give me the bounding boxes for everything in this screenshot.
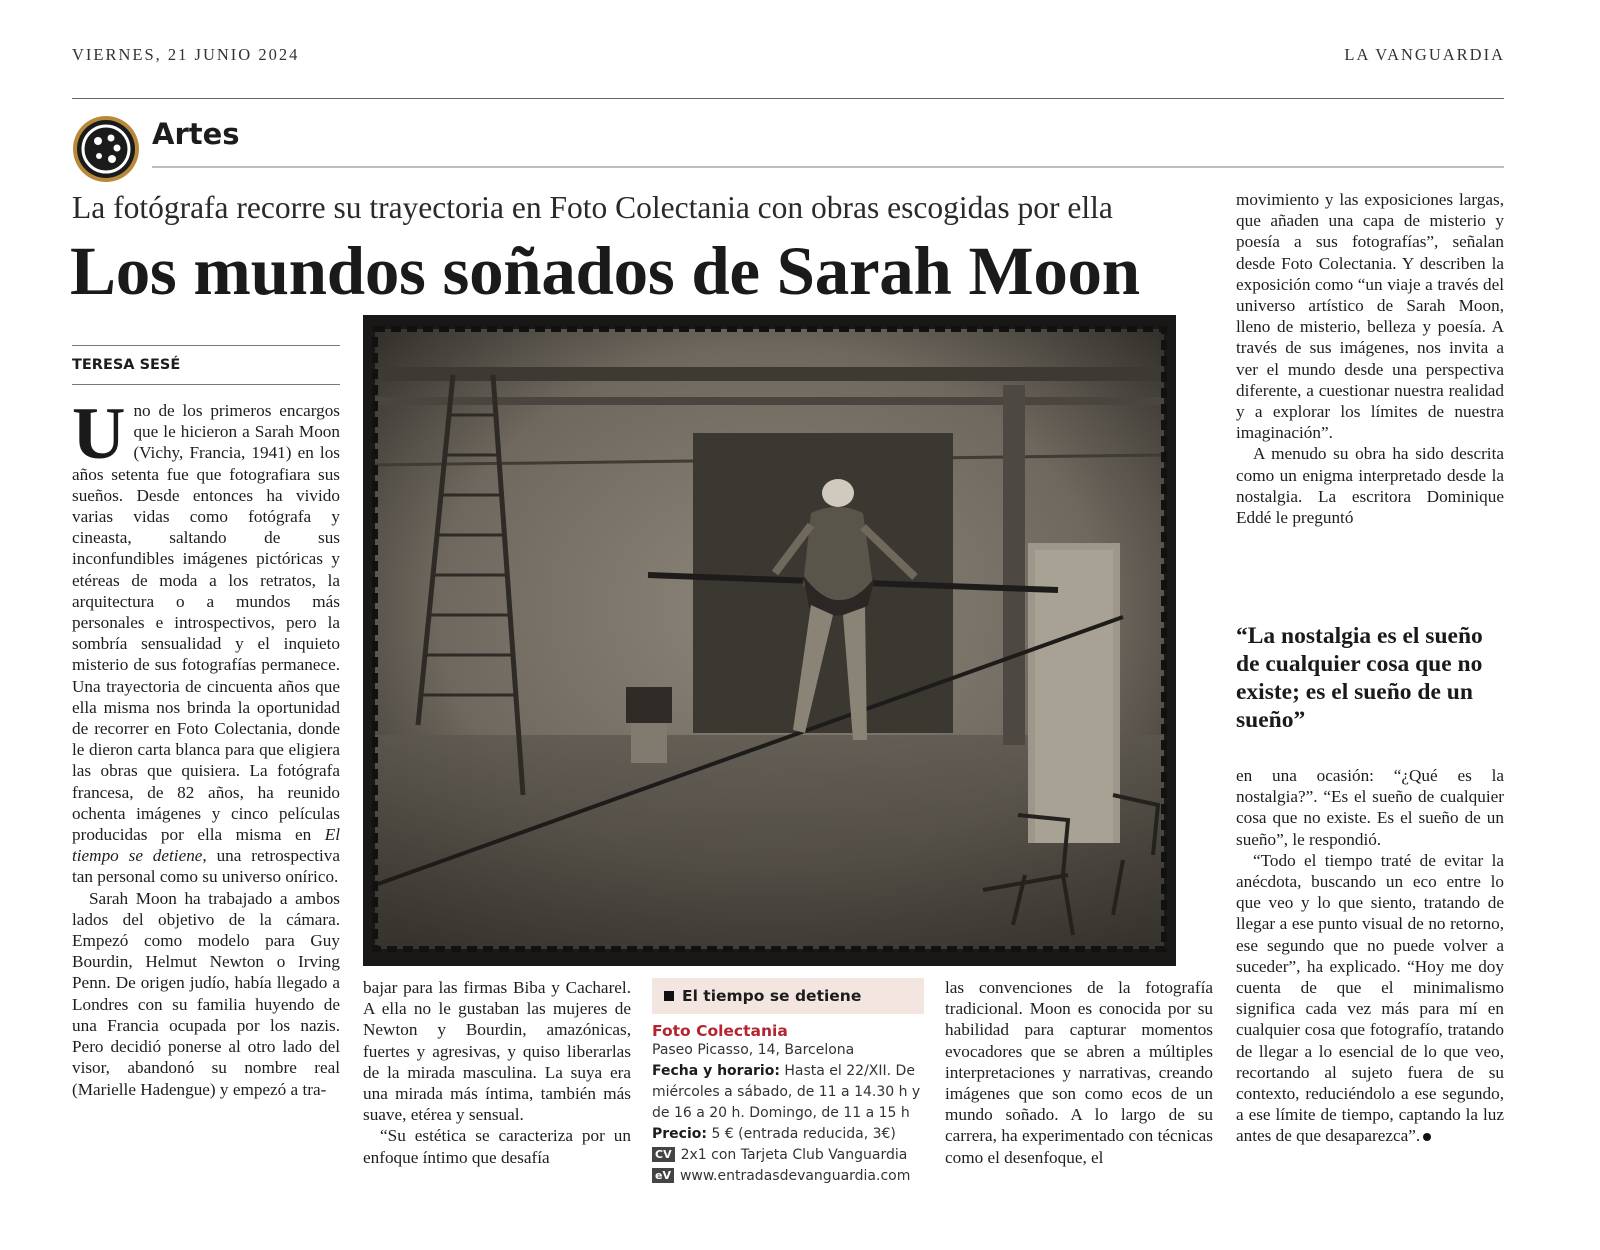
palette-icon	[72, 115, 140, 183]
paragraph-6: movimiento y las exposiciones largas, que añaden una capa de misterio y poesía a sus fotografías”, señalan desde Foto Colectania. Y describen la exposición como “un viaje a través del universo artístico de Sarah Moon, lleno de misterio, belleza y poesía. A través de sus imágenes, nos invita a ver el mundo desde una perspectiva diferente, a cuestionar nuestra realidad y a explorar los límites de nuestra imaginación”.	[1236, 190, 1504, 443]
paragraph-8: en una ocasión: “¿Qué es la nostalgia?”. “Es el sueño de cualquier cosa que no existe. Es el sueño de un sueño”, le respondió.	[1236, 766, 1504, 849]
price	[652, 1124, 924, 1145]
venue-address: Paseo Picasso, 14, Barcelona	[652, 1042, 855, 1058]
paragraph-9: “Todo el tiempo traté de evitar la anécdota, buscando un eco entre lo que veo y lo que siento, tratando de llegar a ese punto visual de no retorno, ese segundo que no puede volver a suceder”, ha explicado. “Hoy me doy cuenta de que el minimalismo significa cada vez más para mí en cualquier cosa que fotografío, tratando de llegar a lo esencial de lo que veo, recortando al sujeto fuera de su contexto, reduciéndolo a ese segundo, a ese límite de tiempo, captando la luz antes de que desaparezca”.	[1236, 850, 1504, 1146]
byline: TERESA SESÉ	[72, 357, 181, 373]
info-box-header	[652, 978, 924, 1014]
paragraph-5: las convenciones de la fotografía tradicional. Moon es conocida por su habilidad para capturar momentos evocadores que se abren a múltiples interpretaciones y narrativas, creando imágenes que son como ecos de un mundo soñado. A lo largo de su carrera, ha experimentado con técnicas como el desenfoque, el	[945, 978, 1213, 1167]
ticket-site-link[interactable]: www.entradasdevanguardia.com	[679, 1168, 911, 1184]
club-offer-text: 2x1 con Tarjeta Club Vanguardia	[680, 1147, 908, 1163]
newspaper-name: LA VANGUARDIA	[1344, 45, 1505, 64]
byline-divider-top	[72, 345, 340, 346]
paragraph-2: Sarah Moon ha trabajado a ambos lados del objetivo de la cámara. Empezó como modelo para Guy Bourdin, Helmut Newton o Irving Penn. De origen judío, había llegado a Londres con su familia huyendo de una Francia ocupada por los nazis. Pero decidió ponerse al otro lado del visor, abandonó su nombre real (Marielle Hadengue) y empezó a tra-	[72, 888, 340, 1099]
info-box-title: El tiempo se detiene	[682, 987, 862, 1005]
article-photo[interactable]	[363, 315, 1176, 966]
article-column-4	[1236, 189, 1504, 528]
square-bullet-icon	[664, 991, 674, 1001]
paragraph-7: A menudo su obra ha sido descrita como un enigma interpretado desde la nostalgia. La escritora Dominique Eddé le preguntó	[1236, 444, 1504, 528]
paragraph-4: “Su estética se caracteriza por un enfoque íntimo que desafía	[363, 1126, 631, 1167]
club-offer	[652, 1145, 924, 1166]
dates-value: Hasta el 22/XII. De miércoles a sábado, de 11 a 14.30 h y de 16 a 20 h. Domingo, de 11 a 15 h	[652, 1063, 921, 1121]
byline-divider-bottom	[72, 384, 340, 385]
paragraph-3: bajar para las firmas Biba y Cacharel. A ella no le gustaban las mujeres de Newton y Bourdin, amazónicas, fuertes y agresivas, y quiso liberarlas de la mirada masculina. La suya era una mirada más íntima, también más suave, etérea y sensual.	[363, 978, 631, 1125]
dates-label: Fecha y horario:	[652, 1063, 780, 1079]
paragraph-1: no de los primeros encargos que le hicieron a Sarah Moon (Vichy, Francia, 1941) en los años setenta fue que fotografiara sus sueños. Desde entonces ha vivido varias vidas como fotógrafa y cineasta, saltando de sus inconfundibles imágenes pictóricas y etéreas de moda a los retratos, la arquitectura o a mundos más personales e introspectivos, pero la sombría sensualidad y el inquieto misterio de sus fotografías permanece. Una trayectoria de cincuenta años que ella misma nos brinda la oportunidad de recorrer en Foto Colectania, donde le dieron carta blanca para que eligiera las obras que quisiera. La fotógrafa francesa, de 82 años, ha reunido ochenta imágenes y cinco películas producidas por ella misma en	[72, 401, 340, 845]
issue-date: VIERNES, 21 JUNIO 2024	[72, 45, 300, 64]
end-mark-icon	[1423, 1133, 1431, 1141]
price-value: 5 € (entrada reducida, 3€)	[711, 1126, 896, 1142]
article-column-4-continued	[1236, 765, 1504, 1147]
entradas-icon: eV	[652, 1168, 674, 1183]
ticket-site[interactable]	[652, 1166, 924, 1187]
drop-cap: U	[72, 393, 126, 475]
exhibition-info-box	[652, 978, 924, 1187]
article-headline: Los mundos soñados de Sarah Moon	[70, 233, 1140, 309]
paragraph-1-end: , una retrospectiva tan personal como su universo onírico.	[72, 846, 340, 887]
club-vanguardia-icon: CV	[652, 1147, 675, 1162]
venue-name: Foto Colectania	[652, 1022, 788, 1040]
dates-and-hours	[652, 1061, 924, 1124]
pull-quote: “La nostalgia es el sueño de cualquier cosa que no existe; es el sueño de un sueño”	[1236, 623, 1483, 733]
article-column-1	[72, 393, 340, 1100]
article-column-2	[363, 977, 631, 1168]
header-divider	[72, 98, 1504, 99]
section-label[interactable]: Artes	[152, 117, 240, 151]
article-column-3	[945, 977, 1213, 1168]
price-label: Precio:	[652, 1126, 707, 1142]
article-kicker: La fotógrafa recorre su trayectoria en Foto Colectania con obras escogidas por ella	[72, 190, 1113, 225]
section-divider	[152, 166, 1504, 168]
film-title: El tiempo se detiene	[72, 825, 340, 866]
